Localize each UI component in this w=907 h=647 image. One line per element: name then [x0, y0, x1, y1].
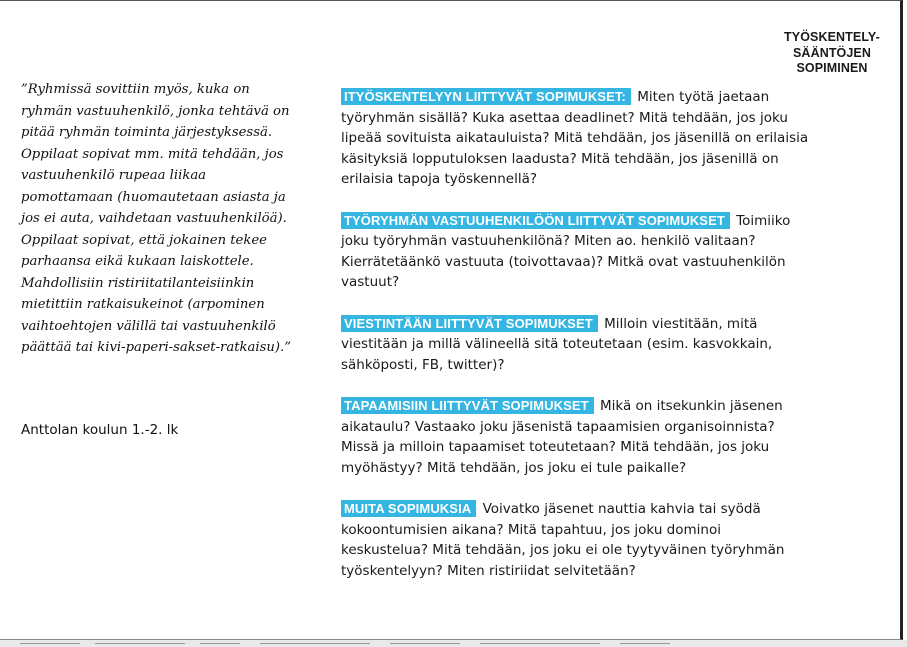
page-title [777, 30, 887, 77]
section-other [341, 499, 811, 581]
title-line: TYÖSKENTELY- [784, 30, 880, 44]
section-responsible-person [341, 211, 811, 293]
section-heading: TYÖRYHMÄN VASTUUHENKILÖÖN LIITTYVÄT SOPIMUKSET [341, 212, 730, 229]
section-heading: TAPAAMISIIN LIITTYVÄT SOPIMUKSET [341, 397, 594, 414]
quote-text: ”Ryhmissä sovittiin myös, kuka on ryhmän vastuuhenkilö, jonka tehtävä on pitää ryhmän toiminta järjestyksessä. Oppilaat sopivat mm. mitä tehdään, jos vastuuhenkilö rupeaa liikaa pomottamaan (huomautetaan asiasta ja jos ei auta, vaihdetaan vastuuhenkilöä). Oppilaat sopivat, että jokainen tekee parhaansa eikä kukaan laiskottele. Mahdollisiin ristiriitatilanteisiinkin mietittiin ratkaisukeinot (arpominen vaihtoehtojen välillä tai vastuuhenkilö päättää tai kivi-paperi-sakset-ratkaisu).” [21, 82, 291, 355]
section-work [341, 87, 811, 190]
title-line: SOPIMINEN [796, 61, 868, 75]
title-line: SÄÄNTÖJEN [793, 45, 871, 60]
next-page-edge [0, 640, 907, 647]
section-communication [341, 314, 811, 376]
section-body: Voivatko jäsenet nauttia kahvia tai syödä kokoontumisien aikana? Mitä tapahtuu, jos joku dominoi keskustelua? Mitä tehdään, jos joku ei ole tyytyväinen työryhmän työskentelyyn? Miten ristiriidat selvitetään? [341, 501, 785, 579]
quote-author: Anttolan koulun 1.-2. lk [21, 422, 179, 438]
section-heading: MUITA SOPIMUKSIA [341, 500, 476, 517]
section-body: Mikä on itsekunkin jäsenen aikataulu? Vastaako joku jäsenistä tapaamisien organisoinnista? Missä ja milloin tapaamiset toteutetaan? Mitä tehdään, jos joku myöhästyy? Mitä tehdään, jos joku ei tule paikalle? [341, 398, 783, 476]
section-meetings [341, 396, 811, 478]
section-body: Toimiiko joku työryhmän vastuuhenkilönä? Miten ao. henkilö valitaan? Kierrätetäänkö vastuuta (toivottavaa)? Mitkä ovat vastuuhenkilön vastuut? [341, 212, 791, 290]
section-body: Milloin viestitään, mitä viestitään ja millä välineellä sitä toteutetaan (esim. kasvokkain, sähköposti, FB, twitter)? [341, 315, 773, 373]
section-heading: VIESTINTÄÄN LIITTYVÄT SOPIMUKSET [341, 315, 598, 332]
section-body: Miten työtä jaetaan työryhmän sisällä? Kuka asettaa deadlinet? Mitä tehdään, jos joku lipeää sovituista aikatauluista? Mitä tehdään, jos jäsenillä on erilaisia käsityksiä lopputuloksen laadusta? Mitä tehdään, jos jäsenillä on erilaisia tapoja työskennellä? [341, 89, 809, 187]
agreements-list [341, 87, 811, 581]
section-heading: ITYÖSKENTELYYN LIITTYVÄT SOPIMUKSET: [341, 88, 631, 105]
